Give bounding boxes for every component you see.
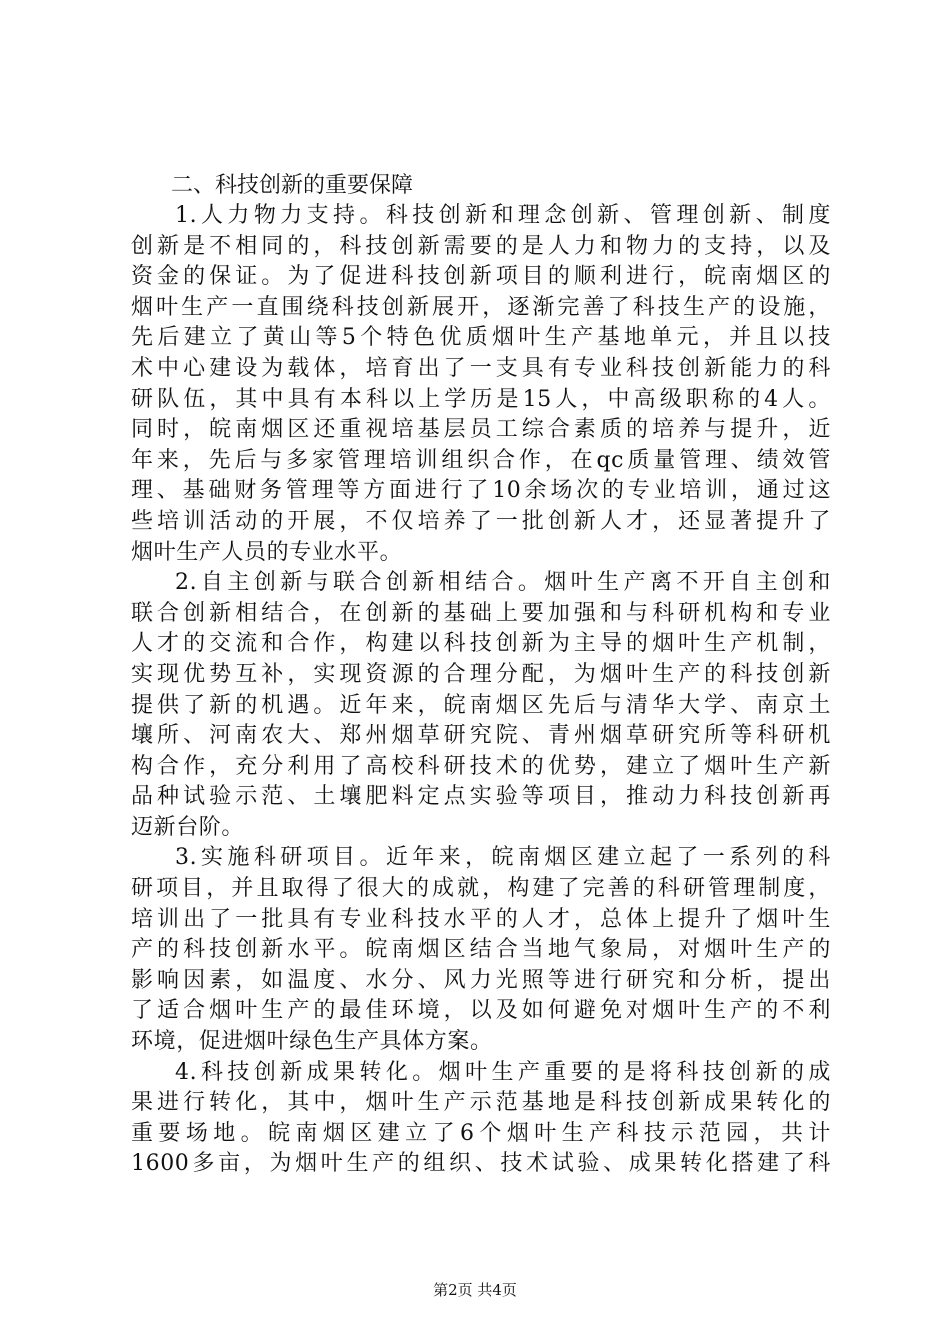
text-line: 品种试验示范、土壤肥料定点实验等项目，推动力科技创新再 bbox=[131, 784, 831, 810]
text-line: 果进行转化，其中，烟叶生产示范基地是科技创新成果转化的 bbox=[131, 1090, 831, 1116]
section-heading: 二、科技创新的重要保障 bbox=[171, 173, 414, 198]
text-line: 培训出了一批具有专业科技水平的人才，总体上提升了烟叶生 bbox=[131, 906, 831, 932]
text-line: 研队伍，其中具有本科以上学历是15人，中高级职称的4人。 bbox=[131, 386, 831, 412]
text-line: 壤所、河南农大、郑州烟草研究院、青州烟草研究所等科研机 bbox=[131, 723, 831, 749]
text-line: 些培训活动的开展，不仅培养了一批创新人才，还显著提升了 bbox=[131, 508, 831, 534]
text-line: 提供了新的机遇。近年来，皖南烟区先后与清华大学、南京土 bbox=[131, 692, 831, 718]
text-line: 术中心建设为载体，培育出了一支具有专业科技创新能力的科 bbox=[131, 355, 831, 381]
text-line: 1.人力物力支持。科技创新和理念创新、管理创新、制度 bbox=[175, 203, 831, 228]
text-line: 先后建立了黄山等5个特色优质烟叶生产基地单元，并且以技 bbox=[131, 325, 831, 351]
text-line: 迈新台阶。 bbox=[131, 814, 245, 840]
text-line: 4.科技创新成果转化。烟叶生产重要的是将科技创新的成 bbox=[175, 1059, 831, 1085]
paragraph bbox=[131, 201, 831, 568]
text-line: 了适合烟叶生产的最佳环境，以及如何避免对烟叶生产的不利 bbox=[131, 998, 831, 1024]
text-line: 烟叶生产人员的专业水平。 bbox=[131, 539, 403, 565]
text-line: 同时，皖南烟区还重视培基层员工综合素质的培养与提升，近 bbox=[131, 417, 831, 443]
text-line: 构合作，充分利用了高校科研技术的优势，建立了烟叶生产新 bbox=[131, 753, 831, 779]
text-line: 烟叶生产一直围绕科技创新展开，逐渐完善了科技生产的设施， bbox=[131, 294, 831, 320]
paragraph bbox=[131, 843, 831, 1057]
text-line: 3.实施科研项目。近年来，皖南烟区建立起了一系列的科 bbox=[175, 845, 831, 871]
page-footer: 第2页 共4页 bbox=[433, 1281, 517, 1299]
text-line: 重要场地。皖南烟区建立了6个烟叶生产科技示范园，共计 bbox=[131, 1120, 831, 1146]
text-line: 创新是不相同的，科技创新需要的是人力和物力的支持，以及 bbox=[131, 233, 831, 259]
text-line: 研项目，并且取得了很大的成就，构建了完善的科研管理制度， bbox=[131, 876, 831, 902]
text-line: 产的科技创新水平。皖南烟区结合当地气象局，对烟叶生产的 bbox=[131, 937, 831, 963]
text-line: 资金的保证。为了促进科技创新项目的顺利进行，皖南烟区的 bbox=[131, 264, 831, 290]
paragraph bbox=[131, 568, 831, 843]
text-line: 2.自主创新与联合创新相结合。烟叶生产离不开自主创和 bbox=[175, 570, 831, 596]
paragraph-list bbox=[131, 201, 831, 1180]
text-line: 影响因素，如温度、水分、风力光照等进行研究和分析，提出 bbox=[131, 967, 831, 993]
text-line: 理、基础财务管理等方面进行了10余场次的专业培训，通过这 bbox=[131, 478, 831, 504]
text-line: 联合创新相结合，在创新的基础上要加强和与科研机构和专业 bbox=[131, 600, 831, 626]
paragraph bbox=[131, 1058, 831, 1180]
text-line: 人才的交流和合作，构建以科技创新为主导的烟叶生产机制， bbox=[131, 631, 831, 657]
text-line: 1600多亩，为烟叶生产的组织、技术试验、成果转化搭建了科 bbox=[131, 1151, 831, 1177]
text-line: 年来，先后与多家管理培训组织合作，在qc质量管理、绩效管 bbox=[131, 447, 831, 473]
text-line: 环境，促进烟叶绿色生产具体方案。 bbox=[131, 1029, 493, 1055]
document-body bbox=[131, 171, 831, 1180]
text-line: 实现优势互补，实现资源的合理分配，为烟叶生产的科技创新 bbox=[131, 661, 831, 687]
